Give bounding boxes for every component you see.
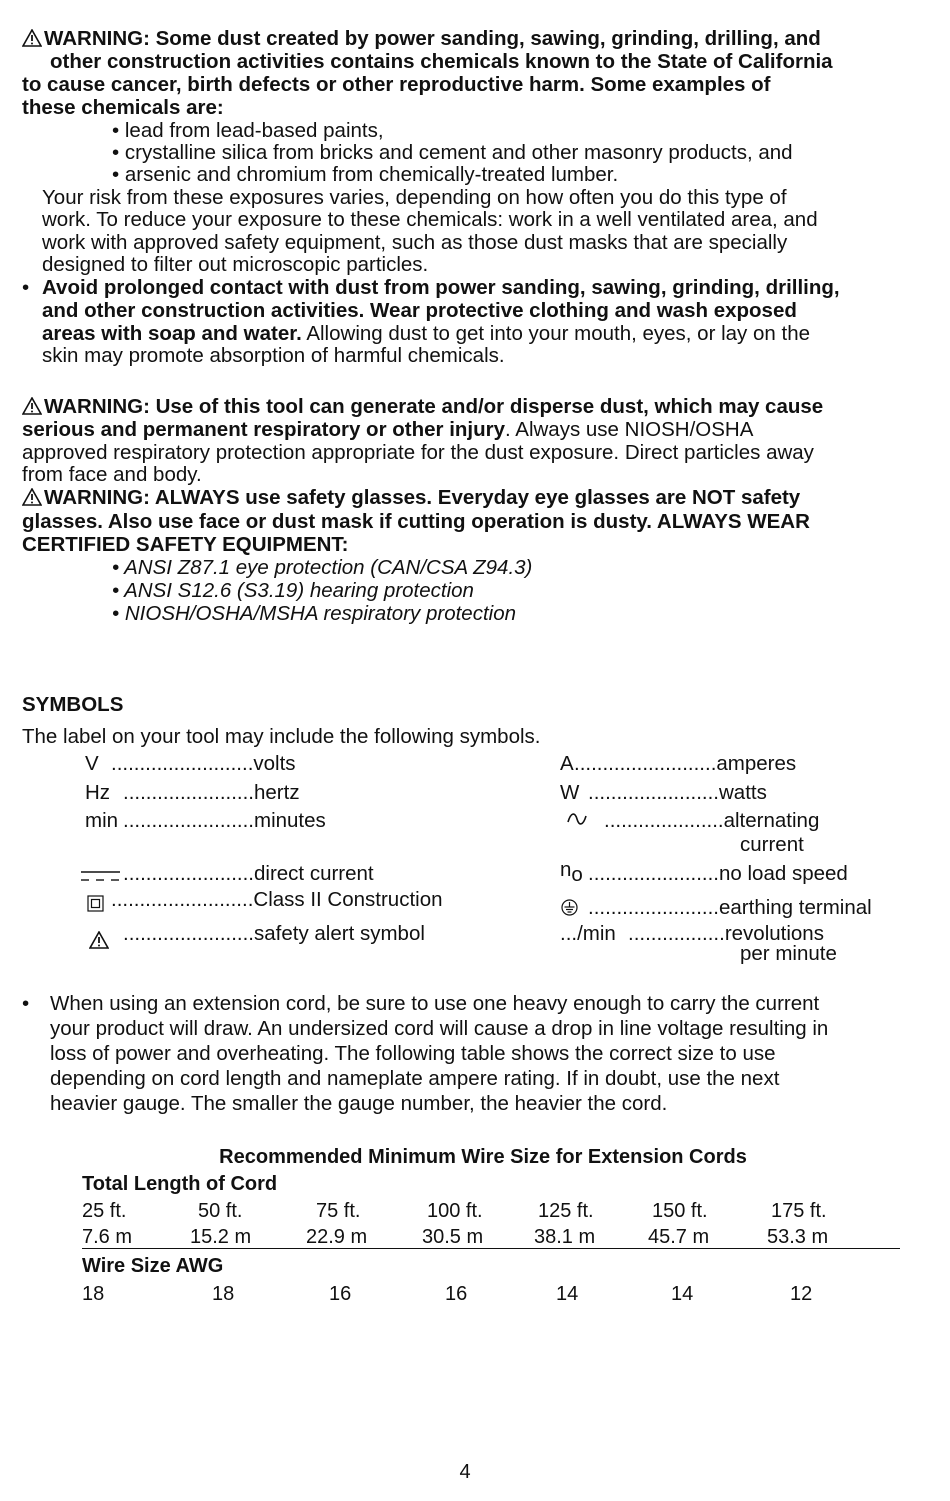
table-gauge-cell: 18 bbox=[212, 1283, 235, 1305]
table-feet-cell: 125 ft. bbox=[538, 1200, 594, 1222]
extension-line-4: depending on cord length and nameplate ampere rating. If in doubt, use the next bbox=[50, 1067, 780, 1090]
symbol-amperes-code: A bbox=[560, 752, 574, 775]
avoid-line-2: and other construction activities. Wear protective clothing and wash exposed bbox=[42, 299, 797, 322]
table-meters-cell: 7.6 m bbox=[82, 1226, 133, 1248]
table-length-header: Total Length of Cord bbox=[82, 1173, 278, 1195]
warning-2-line-3: approved respiratory protection appropriate for the dust exposure. Direct particles away bbox=[22, 441, 814, 464]
symbol-alternating-def-2: current bbox=[740, 833, 804, 856]
earthing-terminal-icon bbox=[561, 899, 578, 916]
symbol-minutes-code: min bbox=[85, 809, 119, 832]
avoid-line-4: skin may promote absorption of harmful chemicals. bbox=[42, 344, 505, 367]
warning-2-line-4: from face and body. bbox=[22, 463, 202, 486]
warning-3-line-1: WARNING: ALWAYS use safety glasses. Everyday eye glasses are NOT safety bbox=[22, 486, 800, 509]
table-gauge-cell: 14 bbox=[556, 1283, 579, 1305]
bullet-lead: • lead from lead-based paints, bbox=[112, 119, 384, 142]
table-meters-cell: 22.9 m bbox=[306, 1226, 368, 1248]
table-feet-cell: 175 ft. bbox=[771, 1200, 827, 1222]
bullet-respiratory-protection: • NIOSH/OSHA/MSHA respiratory protection bbox=[112, 602, 517, 625]
avoid-line-1: Avoid prolonged contact with dust from power sanding, sawing, grinding, drilling, bbox=[42, 276, 840, 299]
safety-alert-icon bbox=[22, 397, 42, 415]
safety-alert-icon bbox=[22, 488, 42, 506]
extension-line-3: loss of power and overheating. The following table shows the correct size to use bbox=[50, 1042, 776, 1065]
symbol-no-load-speed-def: .......................no load speed bbox=[588, 862, 848, 885]
table-feet-cell: 100 ft. bbox=[427, 1200, 483, 1222]
table-gauge-cell: 16 bbox=[445, 1283, 468, 1305]
table-meters-cell: 45.7 m bbox=[648, 1226, 710, 1248]
warning-1-line-1: WARNING: Some dust created by power sanding, sawing, grinding, drilling, and bbox=[22, 27, 821, 50]
alternating-current-icon bbox=[566, 812, 588, 826]
symbol-minutes-def: .......................minutes bbox=[123, 809, 326, 832]
table-feet-cell: 25 ft. bbox=[82, 1200, 127, 1222]
symbol-earthing-def: .......................earthing terminal bbox=[588, 896, 872, 919]
table-wire-header: Wire Size AWG bbox=[82, 1255, 224, 1277]
symbol-hertz-code: Hz bbox=[85, 781, 111, 804]
table-title: Recommended Minimum Wire Size for Extension Cords bbox=[219, 1146, 747, 1168]
warning-1-line-3: to cause cancer, birth defects or other reproductive harm. Some examples of bbox=[22, 73, 771, 96]
symbol-direct-current-def: .......................direct current bbox=[123, 862, 374, 885]
direct-current-icon bbox=[80, 868, 122, 884]
symbol-class-ii-def: .........................Class II Construction bbox=[111, 888, 443, 911]
avoid-bullet: • bbox=[22, 276, 30, 299]
extension-line-1: When using an extension cord, be sure to use one heavy enough to carry the current bbox=[50, 992, 820, 1015]
symbol-watts-code: W bbox=[560, 781, 580, 804]
risk-line-4: designed to filter out microscopic particles. bbox=[42, 253, 429, 276]
safety-alert-icon bbox=[22, 29, 42, 47]
table-gauge-cell: 16 bbox=[329, 1283, 352, 1305]
table-meters-cell: 53.3 m bbox=[767, 1226, 829, 1248]
extension-line-2: your product will draw. An undersized cord will cause a drop in line voltage resulting in bbox=[50, 1017, 829, 1040]
table-meters-cell: 15.2 m bbox=[190, 1226, 252, 1248]
avoid-line-3: areas with soap and water. Allowing dust to get into your mouth, eyes, or lay on the bbox=[42, 322, 811, 345]
symbols-intro: The label on your tool may include the following symbols. bbox=[22, 725, 541, 748]
symbol-hertz-def: .......................hertz bbox=[123, 781, 300, 804]
symbols-heading: SYMBOLS bbox=[22, 693, 124, 716]
table-feet-cell: 50 ft. bbox=[198, 1200, 243, 1222]
table-gauge-cell: 18 bbox=[82, 1283, 105, 1305]
table-feet-cell: 75 ft. bbox=[316, 1200, 361, 1222]
symbol-volts-def: .........................volts bbox=[111, 752, 296, 775]
symbol-alternating-def: .....................alternating bbox=[604, 809, 820, 832]
table-gauge-cell: 14 bbox=[671, 1283, 694, 1305]
table-meters-cell: 30.5 m bbox=[422, 1226, 484, 1248]
extension-line-5: heavier gauge. The smaller the gauge number, the heavier the cord. bbox=[50, 1092, 668, 1115]
symbol-revolutions-def: .................revolutions bbox=[628, 922, 824, 945]
warning-3-line-3: CERTIFIED SAFETY EQUIPMENT: bbox=[22, 533, 349, 556]
symbol-no-load-speed-code: no bbox=[560, 858, 583, 886]
table-gauge-cell: 12 bbox=[790, 1283, 813, 1305]
table-divider bbox=[82, 1248, 900, 1249]
bullet-silica: • crystalline silica from bricks and cement and other masonry products, and bbox=[112, 141, 793, 164]
symbol-safety-alert-def: .......................safety alert symbol bbox=[123, 922, 425, 945]
page-number: 4 bbox=[459, 1461, 471, 1483]
bullet-hearing-protection: • ANSI S12.6 (S3.19) hearing protection bbox=[112, 579, 474, 602]
extension-bullet: • bbox=[22, 992, 30, 1015]
table-meters-cell: 38.1 m bbox=[534, 1226, 596, 1248]
risk-line-1: Your risk from these exposures varies, depending on how often you do this type of bbox=[42, 186, 787, 209]
risk-line-3: work with approved safety equipment, such as those dust masks that are specially bbox=[42, 231, 788, 254]
bullet-arsenic: • arsenic and chromium from chemically-treated lumber. bbox=[112, 163, 619, 186]
symbol-revolutions-def-2: per minute bbox=[740, 942, 837, 965]
table-feet-cell: 150 ft. bbox=[652, 1200, 708, 1222]
safety-alert-symbol-icon bbox=[89, 931, 109, 949]
warning-3-line-2: glasses. Also use face or dust mask if cutting operation is dusty. ALWAYS WEAR bbox=[22, 510, 810, 533]
symbol-amperes-def: .........................amperes bbox=[574, 752, 797, 775]
symbol-volts-code: V bbox=[85, 752, 99, 775]
warning-2-line-1: WARNING: Use of this tool can generate and/or disperse dust, which may cause bbox=[22, 395, 823, 418]
warning-1-line-2: other construction activities contains chemicals known to the State of California bbox=[50, 50, 833, 73]
risk-line-2: work. To reduce your exposure to these chemicals: work in a well ventilated area, and bbox=[42, 208, 818, 231]
warning-1-line-4: these chemicals are: bbox=[22, 96, 224, 119]
bullet-eye-protection: • ANSI Z87.1 eye protection (CAN/CSA Z94.3) bbox=[112, 556, 533, 579]
symbol-revolutions-code: .../min bbox=[560, 922, 616, 945]
class-ii-construction-icon bbox=[87, 895, 104, 912]
symbol-watts-def: .......................watts bbox=[588, 781, 767, 804]
warning-2-line-2: serious and permanent respiratory or other injury. Always use NIOSH/OSHA bbox=[22, 418, 754, 441]
